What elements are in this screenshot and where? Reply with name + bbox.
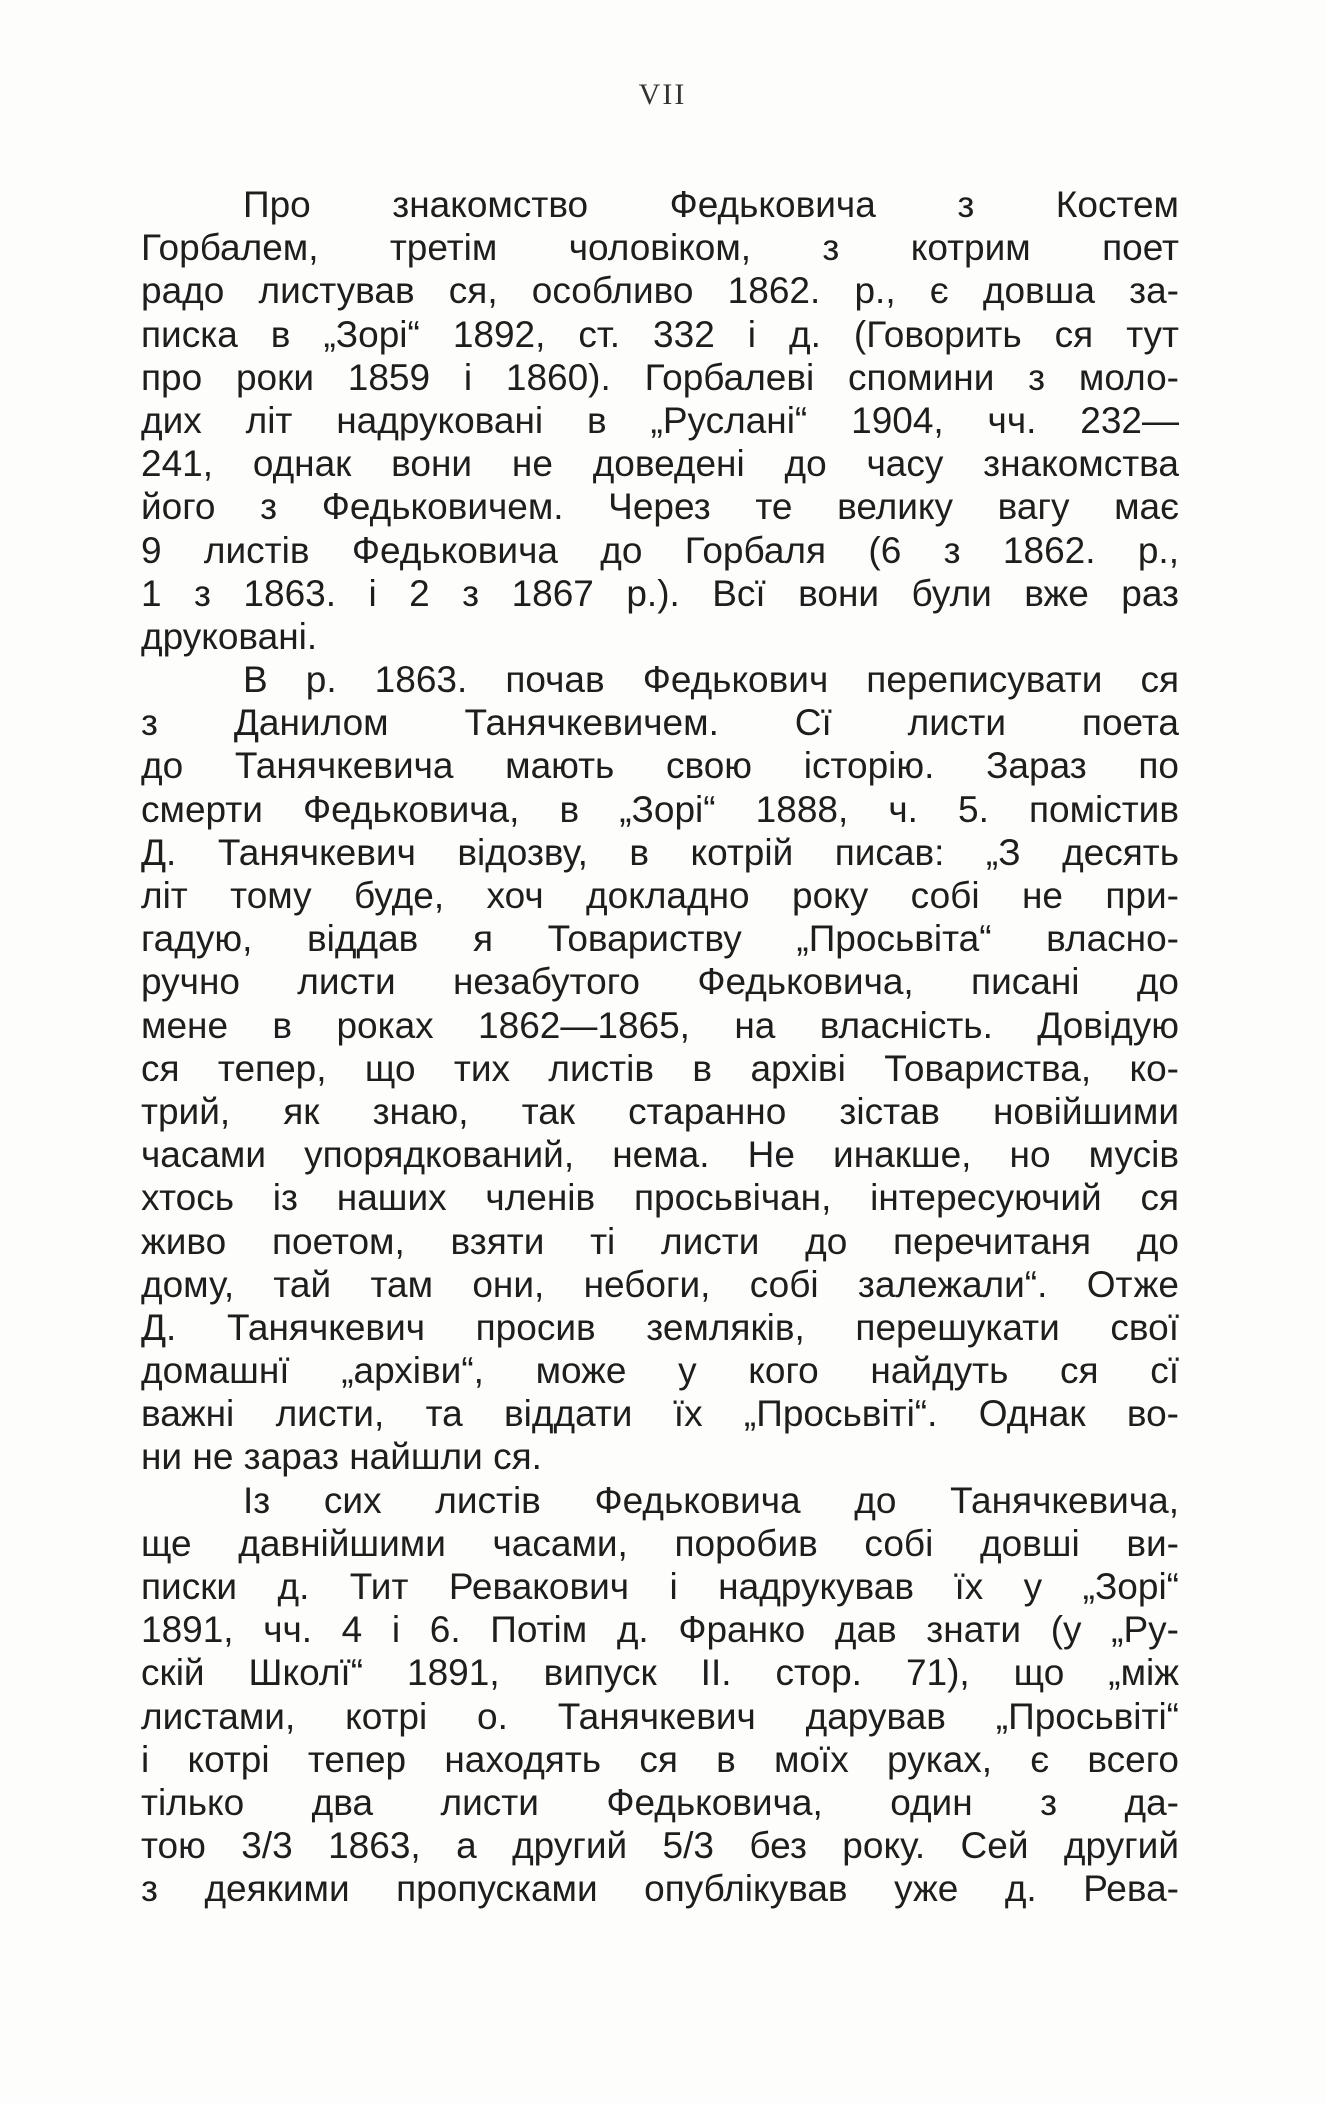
text-line: гадую, віддав я Товариству „Просьвіта“ власно- [141, 918, 1179, 960]
text-line: радо листував ся, особливо 1862. р., є довша за- [141, 270, 1179, 312]
text-line: мене в роках 1862—1865, на власність. Довідую [141, 1004, 1179, 1046]
body-text [141, 183, 1179, 1911]
text-line: дому, тай там они, небоги, собі залежали“. Отже [141, 1263, 1179, 1305]
text-line: скій Школї“ 1891, випуск II. стор. 71), що „між [141, 1652, 1179, 1694]
text-line: В р. 1863. почав Федькович переписувати ся [243, 659, 1179, 701]
text-line: 9 листів Федьковича до Горбаля (6 з 1862. р., [141, 529, 1179, 571]
text-line: писка в „Зорі“ 1892, ст. 332 і д. (Говорить ся тут [141, 313, 1179, 355]
paragraph-1 [141, 183, 1179, 658]
text-line: листами, котрі о. Танячкевич дарував „Просьвіті“ [141, 1695, 1179, 1737]
text-line: хтось із наших членів просьвічан, інтересуючий ся [141, 1177, 1179, 1219]
text-line: ручно листи незабутого Федьковича, писані до [141, 961, 1179, 1003]
paragraph-2 [141, 658, 1179, 1479]
text-line: живо поетом, взяти ті листи до перечитаня до [141, 1220, 1179, 1262]
text-line: трий, як знаю, так старанно зістав новійшими [141, 1090, 1179, 1132]
text-line: Про знакомство Федьковича з Костем [243, 184, 1179, 225]
text-line: до Танячкевича мають свою історію. Зараз по [141, 745, 1179, 787]
text-line: важні листи, та віддати їх „Просьвіті“. Однак во- [141, 1393, 1179, 1435]
text-line: тілько два листи Федьковича, один з да- [141, 1781, 1179, 1823]
text-line: літ тому буде, хоч докладно року собі не при- [141, 875, 1179, 916]
text-line: тою 3/3 1863, а другий 5/3 без року. Сей другий [141, 1825, 1179, 1867]
text-line: 1 з 1863. і 2 з 1867 р.). Всї вони були вже раз [141, 572, 1179, 614]
text-line: смерти Федьковича, в „Зорі“ 1888, ч. 5. помістив [141, 788, 1179, 830]
text-line: друковані. [141, 615, 318, 657]
text-line: 241, однак вони не доведені до часу знакомства [141, 443, 1179, 485]
text-line: про роки 1859 і 1860). Горбалеві спомини з моло- [141, 356, 1179, 398]
text-line: ще давнійшими часами, поробив собі довші ви- [141, 1522, 1179, 1564]
text-line: його з Федьковичем. Через те велику вагу має [141, 486, 1179, 528]
text-line: часами упорядкований, нема. Не инакше, но мусів [141, 1134, 1179, 1176]
text-line: ни не зараз найшли ся. [141, 1436, 542, 1478]
text-line: домашнї „архіви“, може у кого найдуть ся сї [141, 1350, 1179, 1392]
text-line: ся тепер, що тих листів в архіві Товариства, ко- [141, 1047, 1179, 1089]
text-line: з Данилом Танячкевичем. Сї листи поета [141, 702, 1179, 744]
text-line: дих літ надруковані в „Руслані“ 1904, чч. 232— [141, 399, 1179, 441]
text-line: Д. Танячкевич відозву, в котрій писав: „З десять [141, 831, 1179, 873]
text-line: Із сих листів Федьковича до Танячкевича, [243, 1479, 1179, 1521]
text-line: писки д. Тит Ревакович і надрукував їх у „Зорі“ [141, 1566, 1179, 1607]
text-line: Горбалем, третім чоловіком, з котрим поет [141, 227, 1179, 269]
page-number: VII [638, 78, 687, 111]
text-line: Д. Танячкевич просив земляків, перешукати свої [141, 1306, 1179, 1348]
text-line: з деякими пропусками опублікував уже д. Рева- [141, 1868, 1179, 1910]
text-line: і котрі тепер находять ся в моїх руках, є всего [141, 1738, 1179, 1780]
paragraph-3 [141, 1479, 1179, 1911]
text-line: 1891, чч. 4 і 6. Потім д. Франко дав знати (у „Ру- [141, 1609, 1179, 1651]
